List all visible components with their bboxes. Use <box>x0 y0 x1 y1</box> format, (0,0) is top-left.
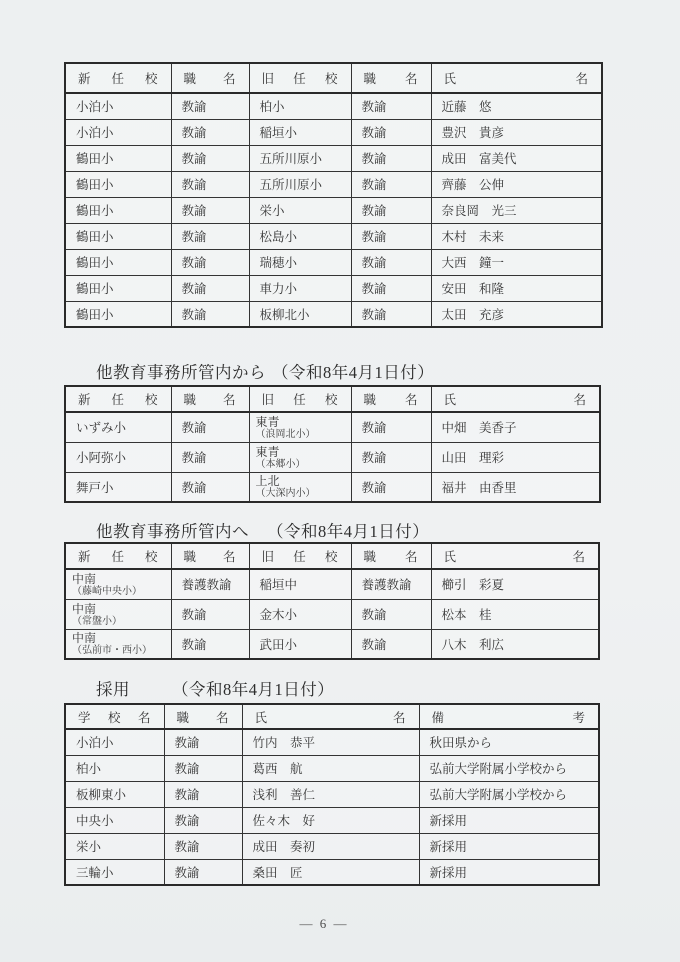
cell-new-school: 鶴田小 <box>65 171 171 197</box>
table-row <box>65 599 599 629</box>
table-row <box>65 145 602 171</box>
district-name: 中南 <box>72 601 97 616</box>
cell-title: 教諭 <box>164 781 242 807</box>
cell-old-school: 瑞穂小 <box>249 249 351 275</box>
cell-school: 三輪小 <box>65 859 164 885</box>
cell-name: 齊藤 公伸 <box>431 171 602 197</box>
transfers-to-other-table <box>64 542 600 660</box>
table-row <box>65 755 599 781</box>
cell-name: 豊沢 貴彦 <box>431 119 602 145</box>
cell-name: 山田 理彩 <box>431 442 600 472</box>
cell-school: 板柳東小 <box>65 781 164 807</box>
cell-name: 太田 充彦 <box>431 301 602 327</box>
table-row <box>65 275 602 301</box>
section-date: （令和8年4月1日付） <box>267 522 430 541</box>
cell-name: 近藤 悠 <box>431 93 602 119</box>
cell-old-title: 教諭 <box>351 93 431 119</box>
cell-new-school: 小阿弥小 <box>65 442 171 472</box>
col-header-old-title: 職名 <box>351 543 431 569</box>
cell-old-school: 金木小 <box>249 599 351 629</box>
table-row <box>65 569 599 599</box>
hires-table <box>64 703 600 886</box>
cell-note: 弘前大学附属小学校から <box>419 755 599 781</box>
cell-note: 新採用 <box>419 833 599 859</box>
col-header-old-title: 職名 <box>351 63 431 93</box>
col-header-old-school: 旧任校 <box>249 63 351 93</box>
cell-name: 安田 和隆 <box>431 275 602 301</box>
section-title: 他教育事務所管内へ <box>96 522 249 541</box>
cell-new-school <box>65 599 171 629</box>
col-header-new-school: 新任校 <box>65 63 171 93</box>
cell-new-school: 小泊小 <box>65 119 171 145</box>
school-in-parens: （弘前市・西小） <box>72 645 152 657</box>
cell-new-title: 教諭 <box>171 629 249 659</box>
cell-name: 成田 奏初 <box>242 833 419 859</box>
col-header-old-school: 旧任校 <box>249 543 351 569</box>
cell-new-title: 教諭 <box>171 249 249 275</box>
col-header-name: 氏名 <box>431 63 602 93</box>
col-header-school: 学校名 <box>65 704 164 729</box>
cell-name: 中畑 美香子 <box>431 412 600 442</box>
table-row <box>65 171 602 197</box>
header-row <box>65 63 602 93</box>
cell-old-title: 教諭 <box>351 301 431 327</box>
cell-new-school: 小泊小 <box>65 93 171 119</box>
cell-old-title: 教諭 <box>351 275 431 301</box>
cell-old-title: 教諭 <box>351 223 431 249</box>
cell-new-title: 教諭 <box>171 442 249 472</box>
table-row <box>65 472 600 502</box>
table-row <box>65 781 599 807</box>
cell-title: 教諭 <box>164 729 242 755</box>
cell-note: 新採用 <box>419 807 599 833</box>
district-name: 上北 <box>255 474 280 489</box>
col-header-old-school: 旧任校 <box>249 386 351 412</box>
cell-school: 中央小 <box>65 807 164 833</box>
header-row <box>65 386 600 412</box>
cell-new-school: 鶴田小 <box>65 223 171 249</box>
cell-title: 教諭 <box>164 807 242 833</box>
cell-new-school: いずみ小 <box>65 412 171 442</box>
cell-old-school: 五所川原小 <box>249 145 351 171</box>
cell-old-school: 板柳北小 <box>249 301 351 327</box>
cell-old-title: 教諭 <box>351 145 431 171</box>
cell-old-school: 稲垣中 <box>249 569 351 599</box>
cell-new-title: 教諭 <box>171 472 249 502</box>
cell-new-title: 教諭 <box>171 171 249 197</box>
col-header-name: 氏名 <box>431 386 600 412</box>
cell-old-title: 教諭 <box>351 171 431 197</box>
cell-new-title: 教諭 <box>171 412 249 442</box>
cell-name: 浅利 善仁 <box>242 781 419 807</box>
school-in-parens: （大深内小） <box>255 488 316 500</box>
page-number: — 6 — <box>299 916 349 931</box>
cell-old-title: 教諭 <box>351 412 431 442</box>
section-date: （令和8年4月1日付） <box>272 363 435 382</box>
cell-note: 新採用 <box>419 859 599 885</box>
cell-old-title: 教諭 <box>351 197 431 223</box>
cell-new-title: 教諭 <box>171 275 249 301</box>
cell-new-school: 舞戸小 <box>65 472 171 502</box>
cell-name: 八木 利広 <box>431 629 599 659</box>
cell-name: 松本 桂 <box>431 599 599 629</box>
cell-old-school: 栄小 <box>249 197 351 223</box>
cell-old-title: 教諭 <box>351 249 431 275</box>
district-name: 中南 <box>72 571 97 586</box>
cell-old-title: 教諭 <box>351 599 431 629</box>
col-header-new-school: 新任校 <box>65 543 171 569</box>
cell-new-school: 鶴田小 <box>65 301 171 327</box>
section-date: （令和8年4月1日付） <box>172 680 335 699</box>
cell-old-school: 車力小 <box>249 275 351 301</box>
cell-new-title: 教諭 <box>171 93 249 119</box>
cell-old-school <box>249 412 351 442</box>
table-row <box>65 119 602 145</box>
col-header-new-school: 新任校 <box>65 386 171 412</box>
cell-old-school <box>249 442 351 472</box>
cell-title: 教諭 <box>164 859 242 885</box>
section-heading-from-other <box>96 359 434 383</box>
school-in-parens: （常盤小） <box>72 615 122 627</box>
cell-new-school: 鶴田小 <box>65 145 171 171</box>
cell-name: 桑田 匠 <box>242 859 419 885</box>
cell-note: 弘前大学附属小学校から <box>419 781 599 807</box>
cell-new-title: 教諭 <box>171 197 249 223</box>
cell-school: 小泊小 <box>65 729 164 755</box>
table-row <box>65 412 600 442</box>
table-row <box>65 301 602 327</box>
cell-new-school: 鶴田小 <box>65 197 171 223</box>
transfers-from-other-table <box>64 385 601 503</box>
cell-school: 栄小 <box>65 833 164 859</box>
table-row <box>65 859 599 885</box>
header-row <box>65 704 599 729</box>
cell-title: 教諭 <box>164 833 242 859</box>
cell-old-school: 稲垣小 <box>249 119 351 145</box>
cell-new-title: 教諭 <box>171 145 249 171</box>
cell-new-title: 教諭 <box>171 223 249 249</box>
table-row <box>65 249 602 275</box>
district-name: 中南 <box>72 631 97 646</box>
transfers-within-table <box>64 62 603 328</box>
cell-name: 佐々木 好 <box>242 807 419 833</box>
cell-note: 秋田県から <box>419 729 599 755</box>
cell-old-school: 武田小 <box>249 629 351 659</box>
section-heading-to-other <box>96 518 429 542</box>
section-heading-hires <box>96 676 334 700</box>
table-row <box>65 197 602 223</box>
cell-old-school: 松島小 <box>249 223 351 249</box>
school-in-parens: （藤崎中央小） <box>72 585 142 597</box>
cell-name: 大西 鐘一 <box>431 249 602 275</box>
cell-name: 奈良岡 光三 <box>431 197 602 223</box>
col-header-note: 備考 <box>419 704 599 729</box>
table-row <box>65 93 602 119</box>
table-row <box>65 223 602 249</box>
cell-school: 柏小 <box>65 755 164 781</box>
section-title: 採用 <box>96 680 130 699</box>
col-header-old-title: 職名 <box>351 386 431 412</box>
cell-new-school <box>65 569 171 599</box>
cell-new-title: 教諭 <box>171 301 249 327</box>
cell-old-title: 教諭 <box>351 442 431 472</box>
district-name: 東青 <box>255 414 280 429</box>
cell-old-school: 五所川原小 <box>249 171 351 197</box>
cell-name: 竹内 恭平 <box>242 729 419 755</box>
table-row <box>65 729 599 755</box>
cell-name: 木村 未来 <box>431 223 602 249</box>
cell-new-school <box>65 629 171 659</box>
col-header-name: 氏名 <box>242 704 419 729</box>
table-row <box>65 807 599 833</box>
section-title: 他教育事務所管内から <box>96 363 266 382</box>
cell-old-title: 教諭 <box>351 629 431 659</box>
school-in-parens: （本郷小） <box>255 458 306 470</box>
cell-name: 櫛引 彩夏 <box>431 569 599 599</box>
cell-old-title: 養護教諭 <box>351 569 431 599</box>
cell-name: 成田 富美代 <box>431 145 602 171</box>
col-header-title: 職名 <box>164 704 242 729</box>
cell-old-title: 教諭 <box>351 119 431 145</box>
header-row <box>65 543 599 569</box>
cell-new-title: 養護教諭 <box>171 569 249 599</box>
district-name: 東青 <box>255 444 280 459</box>
cell-name: 葛西 航 <box>242 755 419 781</box>
cell-new-school: 鶴田小 <box>65 249 171 275</box>
cell-title: 教諭 <box>164 755 242 781</box>
col-header-name: 氏名 <box>431 543 599 569</box>
col-header-new-title: 職名 <box>171 63 249 93</box>
cell-new-title: 教諭 <box>171 599 249 629</box>
cell-old-school <box>249 472 351 502</box>
cell-new-school: 鶴田小 <box>65 275 171 301</box>
col-header-new-title: 職名 <box>171 386 249 412</box>
cell-new-title: 教諭 <box>171 119 249 145</box>
cell-old-school: 柏小 <box>249 93 351 119</box>
table-row <box>65 442 600 472</box>
col-header-new-title: 職名 <box>171 543 249 569</box>
school-in-parens: （浪岡北小） <box>255 428 316 440</box>
cell-old-title: 教諭 <box>351 472 431 502</box>
table-row <box>65 833 599 859</box>
cell-name: 福井 由香里 <box>431 472 600 502</box>
table-row <box>65 629 599 659</box>
